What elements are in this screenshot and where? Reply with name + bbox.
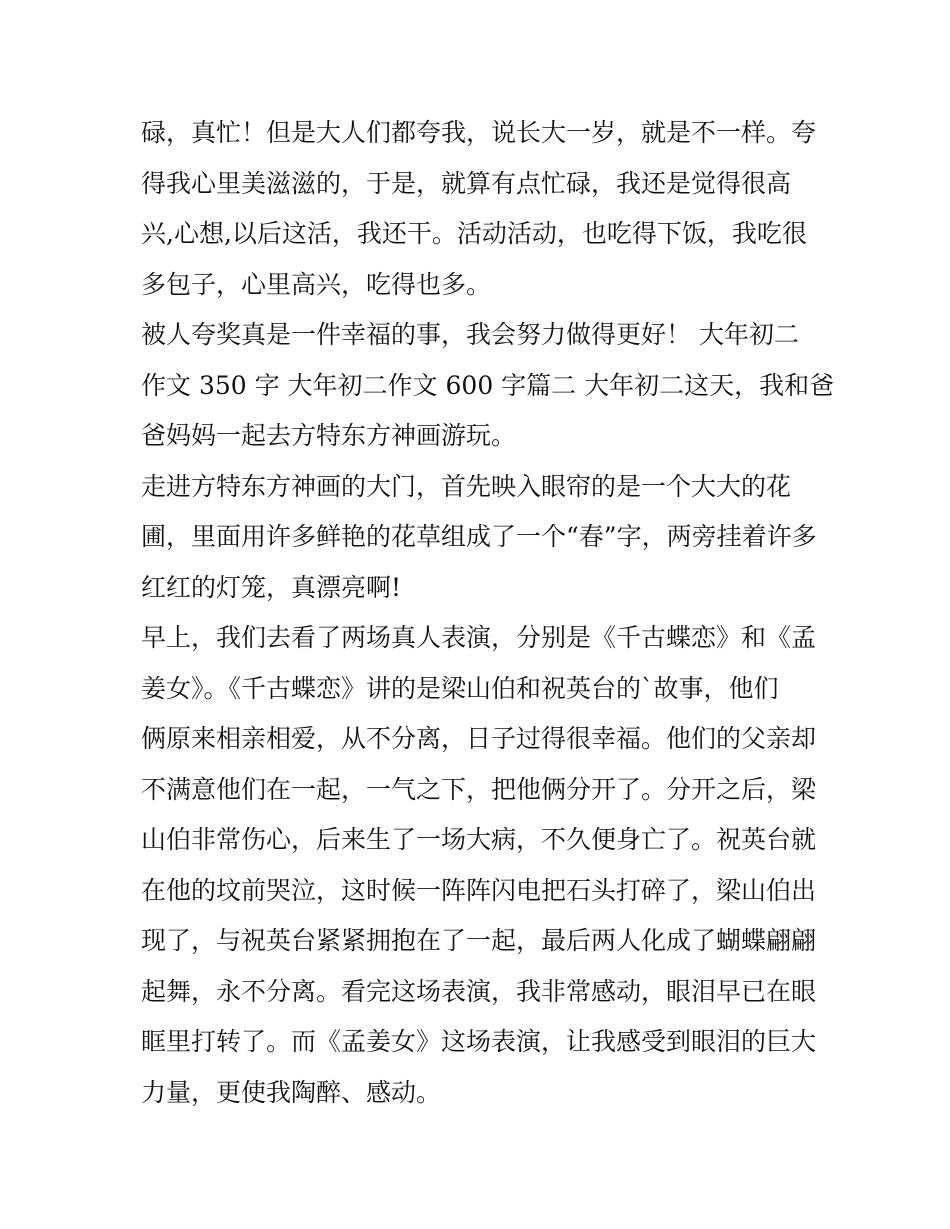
text-line: 俩原来相亲相爱，从不分离，日子过得很幸福。他们的父亲却 <box>141 724 817 753</box>
text-line: 起舞，永不分离。看完这场表演，我非常感动，眼泪早已在眼 <box>141 976 817 1006</box>
text-line: 姜女》。《千古蝶恋》讲的是梁山伯和祝英台的`故事，他们 <box>141 673 779 703</box>
text-line: 山伯非常伤心，后来生了一场大病，不久便身亡了。祝英台就 <box>141 825 817 854</box>
text-line: 兴,心想,以后这活，我还干。活动活动，也吃得下饭，我吃很 <box>141 219 807 248</box>
text-line: 作文 350 字 大年初二作文 600 字篇二 大年初二这天，我和爸 <box>141 370 835 400</box>
text-line: 被人夸奖真是一件幸福的事，我会努力做得更好！ 大年初二 <box>141 320 799 349</box>
text-line: 眶里打转了。而《孟姜女》这场表演，让我感受到眼泪的巨大 <box>141 1027 817 1056</box>
text-line: 现了，与祝英台紧紧拥抱在了一起，最后两人化成了蝴蝶翩翩 <box>141 926 817 955</box>
text-line: 圃，里面用许多鲜艳的花草组成了一个“春”字，两旁挂着许多 <box>141 522 817 551</box>
document-body <box>141 108 835 1118</box>
text-line: 红红的灯笼，真漂亮啊! <box>141 572 402 602</box>
text-line: 多包子，心里高兴，吃得也多。 <box>141 269 492 299</box>
text-line: 得我心里美滋滋的，于是，就算有点忙碌，我还是觉得很高 <box>141 168 792 198</box>
text-line: 在他的坟前哭泣，这时候一阵阵闪电把石头打碎了，梁山伯出 <box>141 875 817 905</box>
text-line: 力量，更使我陶醉、感动。 <box>141 1077 442 1107</box>
text-line: 早上，我们去看了两场真人表演，分别是《千古蝶恋》和《孟 <box>141 623 817 652</box>
text-line: 不满意他们在一起，一气之下，把他俩分开了。分开之后，梁 <box>141 774 817 804</box>
text-line: 碌，真忙！但是大人们都夸我，说长大一岁，就是不一样。夸 <box>141 118 817 147</box>
text-line: 爸妈妈一起去方特东方神画游玩。 <box>141 421 517 450</box>
text-line: 走进方特东方神画的大门，首先映入眼帘的是一个大大的花 <box>141 471 792 501</box>
